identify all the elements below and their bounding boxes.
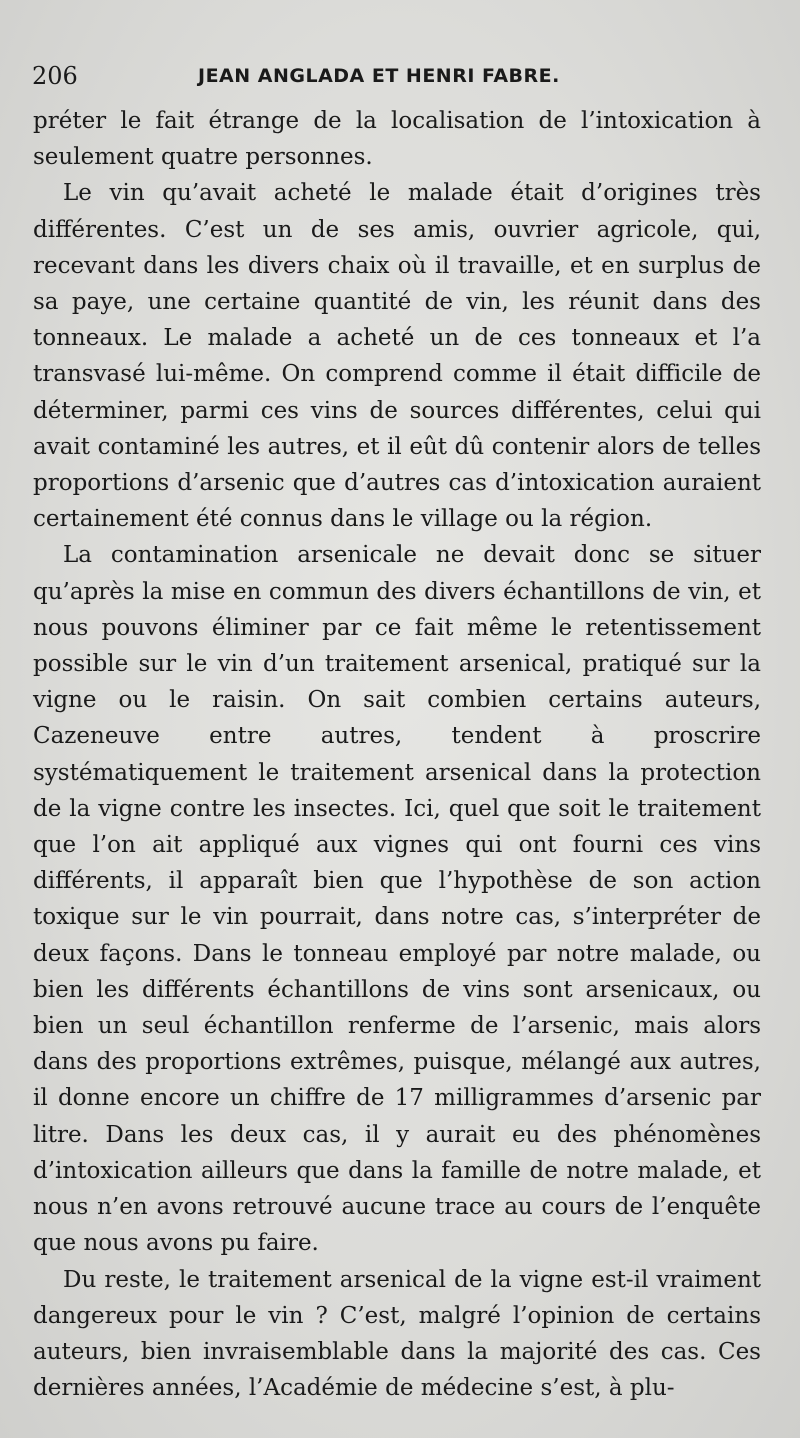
running-head <box>32 62 772 96</box>
paragraph: Le vin qu’avait acheté le malade était d’origines très différentes. C’est un de ses amis, ouvrier agricole, qui, recevant dans les divers chaix où il travaille, et en surplus de sa paye, une certaine quantité de vin, les réunit dans des tonneaux. Le malade a acheté un de ces tonneaux et l’a transvasé lui-même. On comprend comme il était difficile de déterminer, parmi ces vins de sources différentes, celui qui avait contaminé les autres, et il eût dû contenir alors de telles proportions d’arsenic que d’autres cas d’intoxication auraient certainement été connus dans le village ou la région. <box>33 180 761 533</box>
paragraph-continuation: préter le fait étrange de la localisation de l’intoxication à seulement quatre personnes. <box>33 108 761 171</box>
paragraph: Du reste, le traitement arsenical de la vigne est-il vraiment dangereux pour le vin ? C’est, malgré l’opinion de certains auteurs, bien invraisemblable dans la majorité des cas. Ces dernières années, l’Académie de médecine s’est, à plu- <box>33 1266 761 1402</box>
paragraph: La contamination arsenicale ne devait donc se situer qu’après la mise en commun des divers échantillons de vin, et nous pouvons éliminer par ce fait même le retentissement possible sur le vin d’un traitement arsenical, pratiqué sur la vigne ou le raisin. On sait combien certains auteurs, Cazeneuve entre autres, tendent à proscrire systématiquement le traitement arsenical dans la protection de la vigne contre les insectes. Ici, quel que soit le traitement que l’on ait appliqué aux vignes qui ont fourni ces vins différents, il apparaît bien que l’hypothèse de son action toxique sur le vin pourrait, dans notre cas, s’interpréter de deux façons. Dans le tonneau employé par notre malade, ou bien les différents échantillons de vins sont arsenicaux, ou bien un seul échantillon renferme de l’arsenic, mais alors dans des proportions extrêmes, puisque, mélangé aux autres, il donne encore un chiffre de 17 milligrammes d’arsenic par litre. Dans les deux cas, il y aurait eu des phénomènes d’intoxication ailleurs que dans la famille de notre malade, et nous n’en avons retrouvé aucune trace au cours de l’enquête que nous avons pu faire. <box>33 542 761 1257</box>
body-text <box>33 103 761 1406</box>
running-title: JEAN ANGLADA ET HENRI FABRE. <box>198 65 560 87</box>
page-number: 206 <box>32 62 78 90</box>
